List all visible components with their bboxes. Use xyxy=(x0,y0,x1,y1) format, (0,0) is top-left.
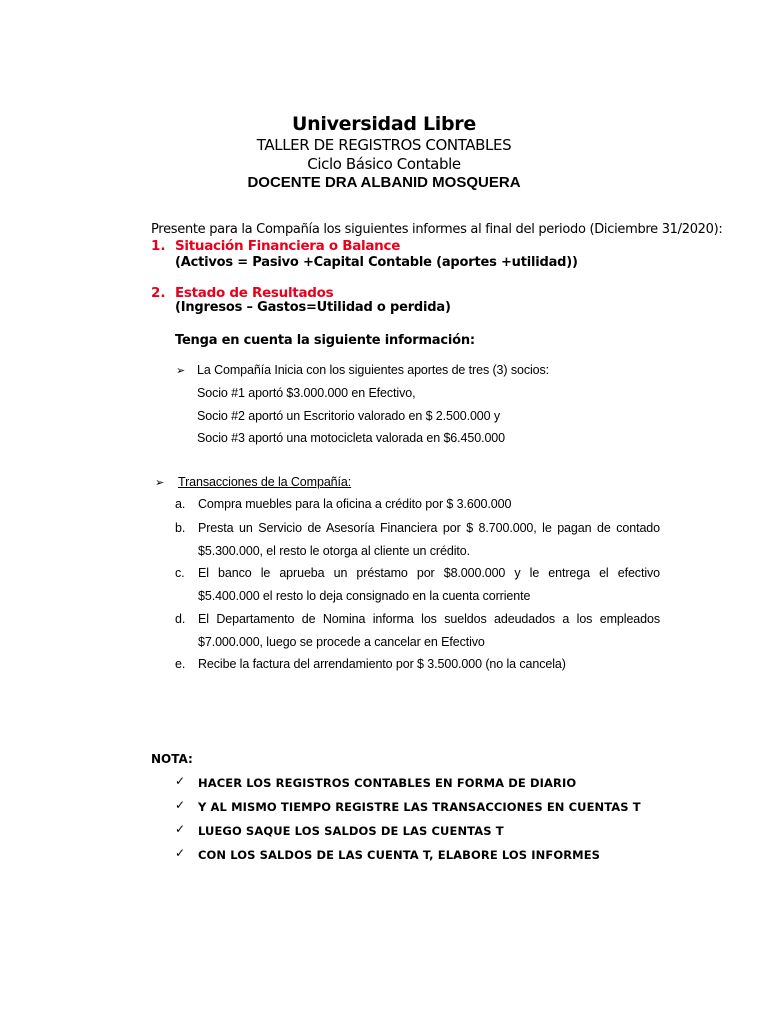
check-icon: ✓ xyxy=(175,798,186,812)
transaction-b-text: Presta un Servicio de Asesoría Financiera por $ 8.700.000, le pagan de contado xyxy=(198,521,660,535)
transaction-c-continuation: $5.400.000 el resto lo deja consignado en la cuenta corriente xyxy=(198,589,531,603)
info-heading: Tenga en cuenta la siguiente información: xyxy=(175,333,475,348)
nota-item: HACER LOS REGISTROS CONTABLES EN FORMA DE DIARIO xyxy=(198,776,577,790)
arrow-bullet-icon: ➢ xyxy=(155,477,165,489)
report-1-label: Situación Financiera o Balance xyxy=(175,238,401,254)
partner-2-line: Socio #2 aportó un Escritorio valorado en $ 2.500.000 y xyxy=(197,409,501,423)
document-title: Universidad Libre xyxy=(292,113,476,135)
intro-paragraph: Presente para la Compañía los siguientes informes al final del periodo (Diciembre 31/2020): xyxy=(151,222,723,237)
check-icon: ✓ xyxy=(175,822,186,836)
arrow-bullet-icon: ➢ xyxy=(176,365,186,377)
transaction-a-letter: a. xyxy=(175,497,186,511)
transaction-c-letter: c. xyxy=(175,566,185,580)
check-icon: ✓ xyxy=(175,846,186,860)
report-1-formula: (Activos = Pasivo +Capital Contable (aportes +utilidad)) xyxy=(175,255,578,270)
report-2-number: 2. xyxy=(151,285,166,301)
transaction-b-letter: b. xyxy=(175,521,186,535)
report-2-formula: (Ingresos – Gastos=Utilidad o perdida) xyxy=(175,300,451,315)
transaction-b-continuation: $5.300.000, el resto le otorga al cliente un crédito. xyxy=(198,544,470,558)
report-2-label: Estado de Resultados xyxy=(175,285,334,301)
cycle-subtitle: Ciclo Básico Contable xyxy=(307,155,461,173)
transactions-heading: Transacciones de la Compañía: xyxy=(178,475,352,489)
transaction-e-text: Recibe la factura del arrendamiento por $ 3.500.000 (no la cancela) xyxy=(198,657,566,671)
transaction-d-text: El Departamento de Nomina informa los sueldos adeudados a los empleados xyxy=(198,612,660,626)
teacher-name: DOCENTE DRA ALBANID MOSQUERA xyxy=(247,174,521,191)
nota-item: CON LOS SALDOS DE LAS CUENTA T, ELABORE LOS INFORMES xyxy=(198,848,601,862)
transaction-d-continuation: $7.000.000, luego se procede a cancelar en Efectivo xyxy=(198,635,485,649)
nota-title: NOTA: xyxy=(151,752,193,766)
transaction-c-text: El banco le aprueba un préstamo por $8.000.000 y le entrega el efectivo xyxy=(198,566,660,580)
partner-3-line: Socio #3 aportó una motocicleta valorada en $6.450.000 xyxy=(197,431,506,445)
nota-item: Y AL MISMO TIEMPO REGISTRE LAS TRANSACCIONES EN CUENTAS T xyxy=(198,800,641,814)
partner-1-line: Socio #1 aportó $3.000.000 en Efectivo, xyxy=(197,386,416,400)
transaction-d-letter: d. xyxy=(175,612,186,626)
check-icon: ✓ xyxy=(175,774,186,788)
transaction-a-text: Compra muebles para la oficina a crédito por $ 3.600.000 xyxy=(198,497,512,511)
nota-item: LUEGO SAQUE LOS SALDOS DE LAS CUENTAS T xyxy=(198,824,504,838)
transaction-e-letter: e. xyxy=(175,657,186,671)
contributions-lead: La Compañía Inicia con los siguientes aportes de tres (3) socios: xyxy=(197,363,550,377)
report-1-number: 1. xyxy=(151,238,166,254)
workshop-subtitle: TALLER DE REGISTROS CONTABLES xyxy=(256,136,512,154)
